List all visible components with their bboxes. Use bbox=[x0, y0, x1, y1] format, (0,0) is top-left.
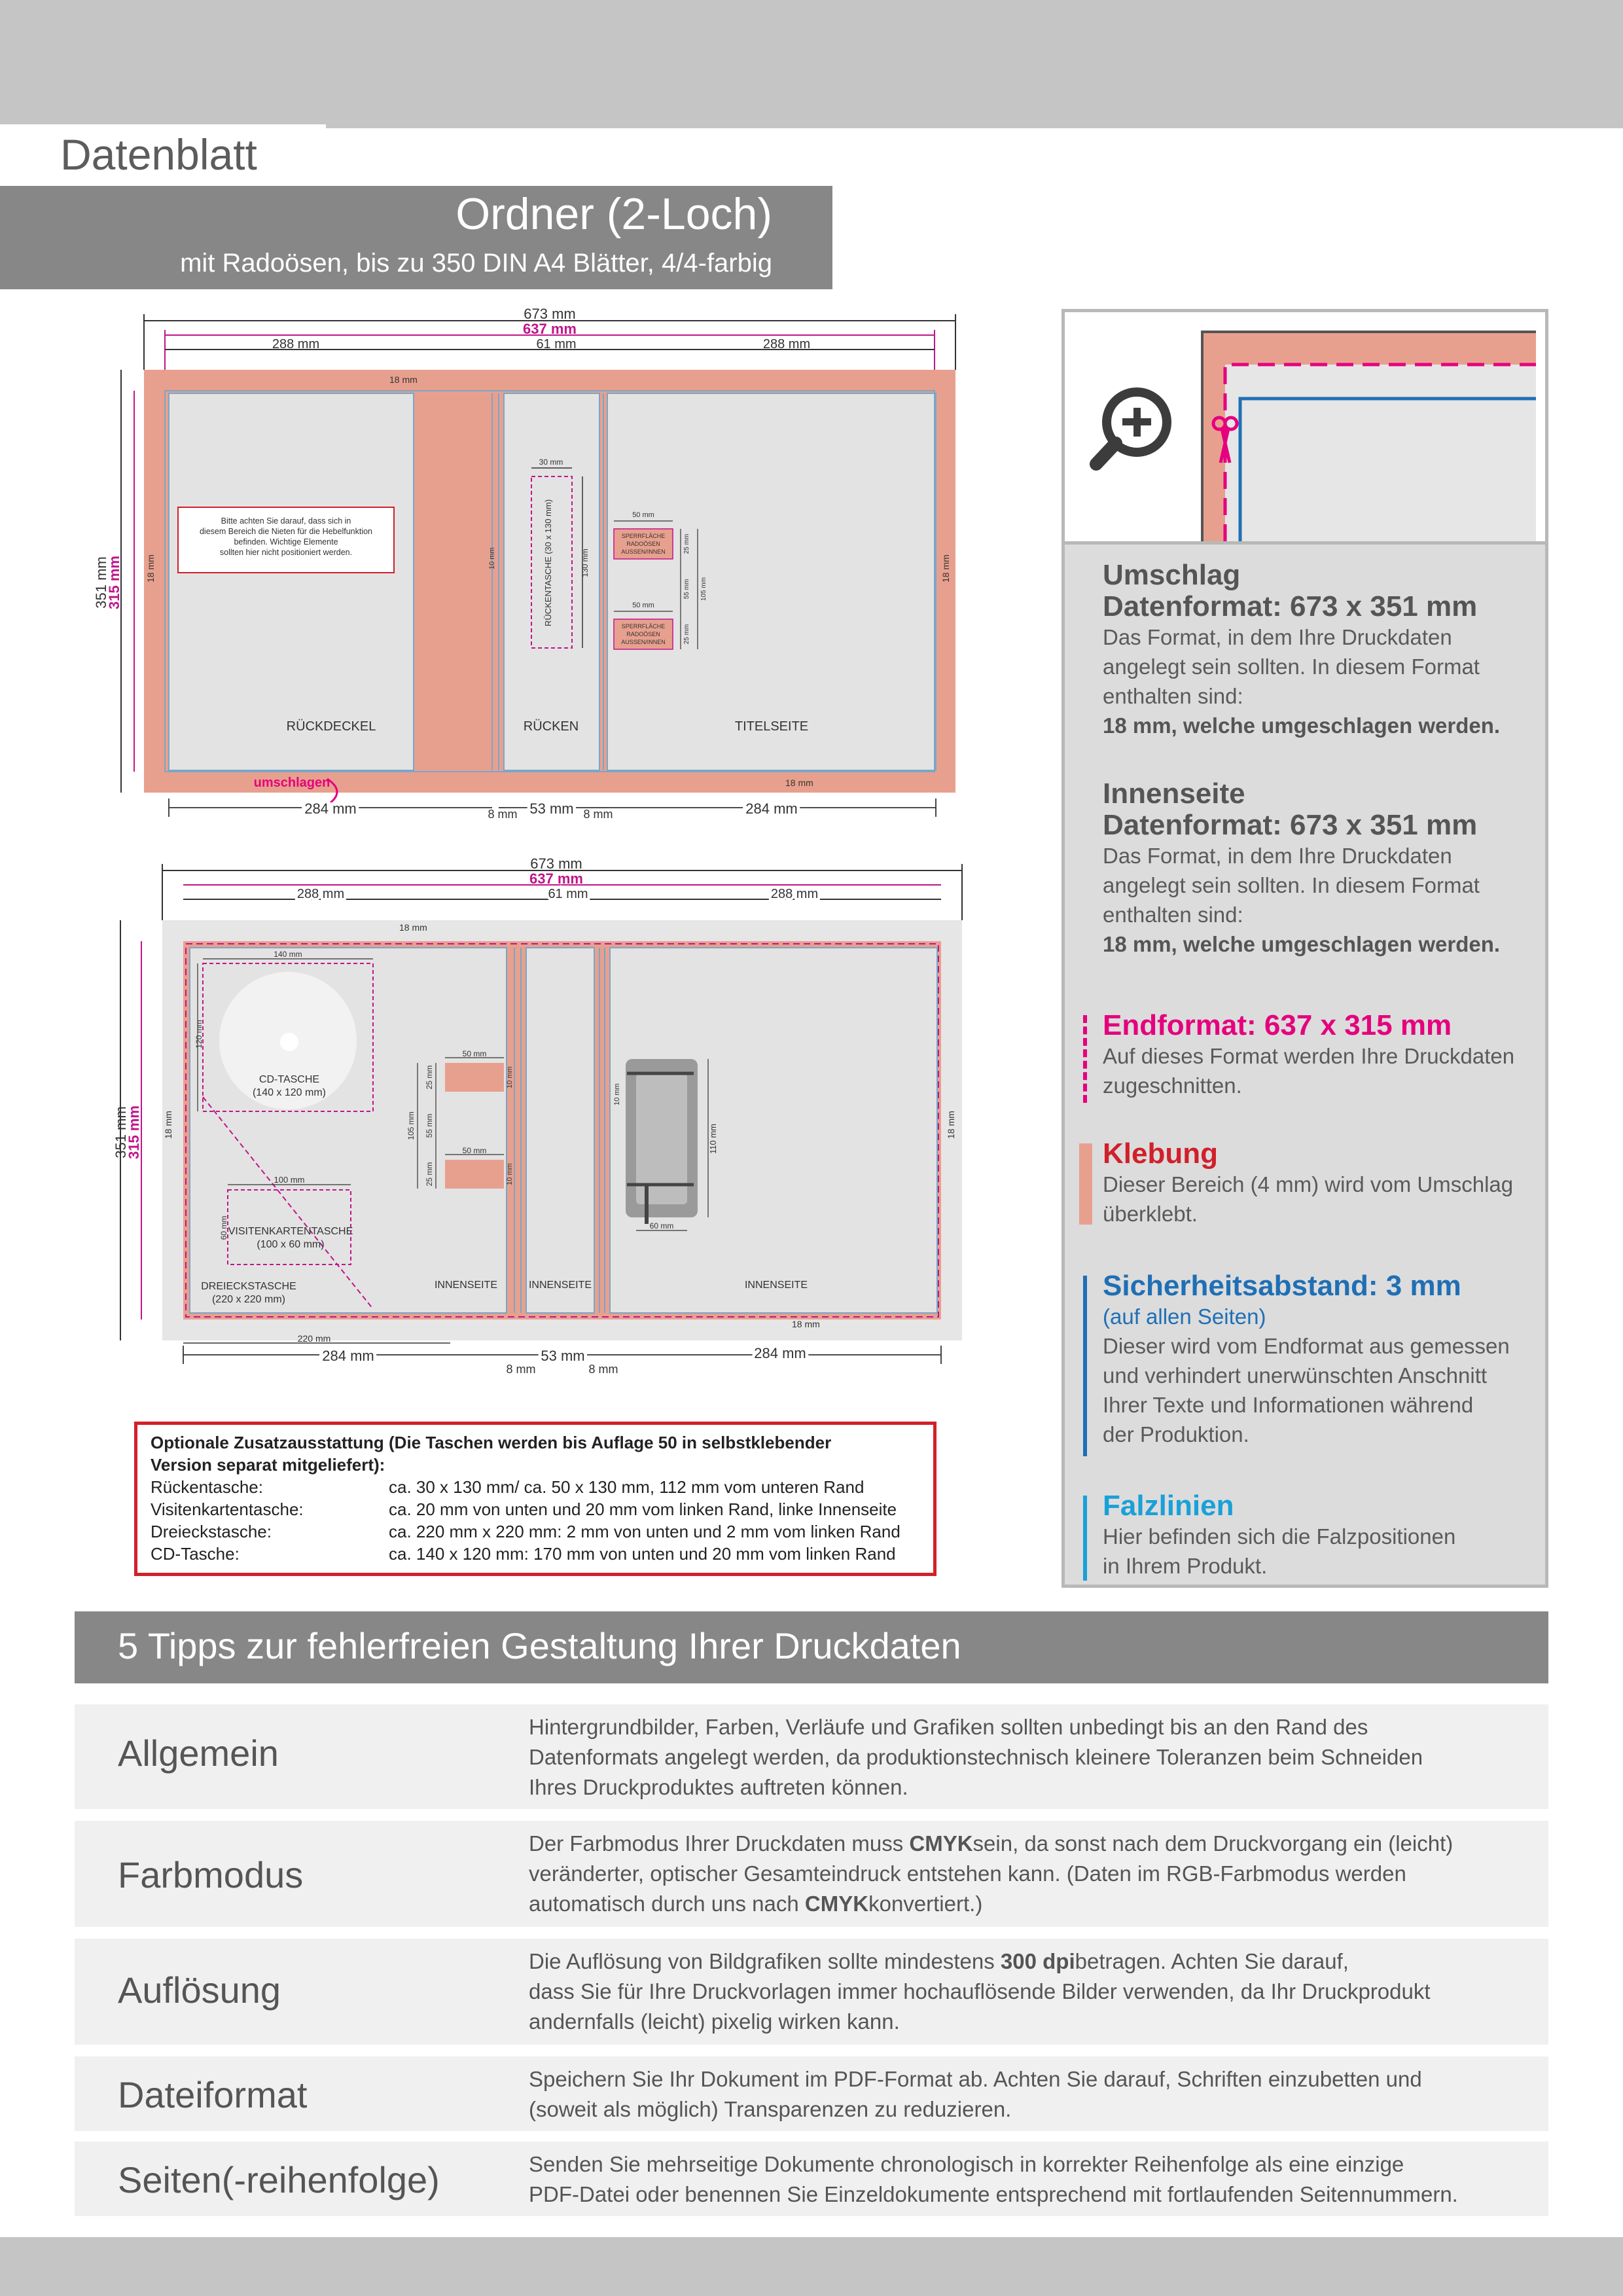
legend-panel bbox=[1061, 309, 1548, 1588]
cd-height: 120 mm bbox=[194, 1020, 204, 1049]
pocket-height: 130 mm bbox=[580, 548, 590, 577]
inside-dim-bottom-left: 284 mm bbox=[322, 1348, 374, 1364]
tip-line: Ihres Druckproduktes auftreten können. bbox=[529, 1775, 908, 1799]
innenseite-bold: 18 mm, welche umgeschlagen werden. bbox=[1103, 932, 1501, 956]
tip-segment: Der Farbmodus Ihrer Druckdaten muss bbox=[529, 1831, 910, 1856]
falz-marker bbox=[1083, 1496, 1087, 1581]
umschlag-text-1: Das Format, in dem Ihre Druckdaten bbox=[1103, 625, 1452, 649]
dim-left: 288 mm bbox=[272, 337, 320, 351]
inside-label-left: INNENSEITE bbox=[434, 1280, 498, 1291]
rivet-block-top-1: SPERRFLÄCHE bbox=[621, 533, 666, 539]
label-spine: RÜCKEN bbox=[523, 719, 579, 734]
card-label-2: (100 x 60 mm) bbox=[257, 1239, 325, 1250]
inside-block-total: 105 mm bbox=[406, 1111, 416, 1140]
datasheet-tab bbox=[0, 124, 326, 185]
tip-text bbox=[529, 2149, 1537, 2210]
options-key: Rückentasche: bbox=[151, 1477, 263, 1497]
sicherheit-sub: (auf allen Seiten) bbox=[1103, 1304, 1266, 1329]
tip-bold: CMYK bbox=[909, 1831, 973, 1856]
endformat-marker bbox=[1083, 1015, 1087, 1103]
dim-gap-right: 8 mm bbox=[583, 808, 613, 821]
legend-endformat bbox=[1103, 1010, 1528, 1100]
options-heading-1: Optionale Zusatzausstattung (Die Taschen werden bis Auflage 50 in selbstklebender bbox=[151, 1433, 832, 1452]
sicherheit-text-1: Dieser wird vom Endformat aus gemessen bbox=[1103, 1334, 1510, 1358]
datasheet-label: Datenblatt bbox=[60, 130, 257, 179]
inside-bleed-left: 18 mm bbox=[163, 1111, 173, 1139]
tip-bold: 300 dpi bbox=[1000, 1949, 1075, 1973]
cd-label-1: CD-TASCHE bbox=[259, 1074, 320, 1085]
inside-bleed-top: 18 mm bbox=[399, 922, 427, 933]
dim-spine: 61 mm bbox=[536, 337, 577, 351]
klebung-text-1: Dieser Bereich (4 mm) wird vom Umschlag bbox=[1103, 1172, 1514, 1196]
dim-bleed-top: 18 mm bbox=[389, 374, 418, 385]
card-label-1: VISITENKARTENTASCHE bbox=[228, 1226, 353, 1237]
pocket-width: 30 mm bbox=[539, 457, 563, 467]
inside-dim-bottom-spine: 53 mm bbox=[541, 1348, 585, 1364]
dim-bottom-right: 284 mm bbox=[745, 800, 798, 817]
options-row bbox=[151, 1543, 933, 1565]
tip-line: Senden Sie mehrseitige Dokumente chronologisch in korrekter Reihenfolge als eine einzige bbox=[529, 2152, 1404, 2176]
dim-total: 673 mm bbox=[524, 308, 576, 322]
inside-block-h-top: 25 mm bbox=[425, 1065, 434, 1090]
rivet-note-2: diesem Bereich die Nieten für die Hebelfunktion bbox=[199, 527, 373, 536]
umschlag-text-2: angelegt sein sollten. In diesem Format bbox=[1103, 655, 1480, 679]
inside-dim-bottom-right: 284 mm bbox=[754, 1345, 806, 1361]
rivet-note-1: Bitte achten Sie darauf, dass sich in bbox=[221, 516, 351, 526]
block-width-top: 50 mm bbox=[632, 511, 654, 519]
rivet-block-bottom-3: AUSSEN/INNEN bbox=[621, 639, 666, 645]
options-value: ca. 30 x 130 mm/ ca. 50 x 130 mm, 112 mm vom unteren Rand bbox=[389, 1477, 865, 1497]
tip-segment: konvertiert.) bbox=[868, 1892, 983, 1916]
inside-block-top bbox=[445, 1063, 504, 1092]
tip-segment: sein, da sonst nach dem Druckvorgang ein (leicht) bbox=[972, 1831, 1454, 1856]
inside-bleed-bottom: 18 mm bbox=[792, 1319, 820, 1329]
dim-right: 288 mm bbox=[762, 337, 811, 351]
options-heading-2: Version separat mitgeliefert): bbox=[151, 1455, 385, 1475]
tip-line: Hintergrundbilder, Farben, Verläufe und Grafiken sollten unbedingt bis an den Rand des bbox=[529, 1715, 1368, 1739]
tip-text bbox=[529, 1829, 1537, 1919]
umschlag-format: Datenformat: 673 x 351 mm bbox=[1103, 590, 1478, 622]
tips-heading-bar bbox=[75, 1611, 1548, 1683]
lever-margin: 10 mm bbox=[613, 1083, 621, 1105]
inside-dim-total: 673 mm bbox=[530, 857, 582, 872]
spine-pocket-label: RÜCKENTASCHE (30 x 130 mm) bbox=[543, 499, 553, 627]
inside-diagram bbox=[105, 857, 982, 1394]
tip-dateiformat bbox=[75, 2056, 1548, 2131]
dim-bottom-left: 284 mm bbox=[304, 800, 357, 817]
tip-label: Auflösung bbox=[118, 1969, 281, 2011]
innenseite-title: Innenseite bbox=[1103, 778, 1245, 810]
inside-dim-left: 288 mm bbox=[296, 887, 345, 901]
inside-dim-spine: 61 mm bbox=[548, 887, 588, 901]
inside-block-h-bottom: 25 mm bbox=[425, 1162, 434, 1187]
inside-dim-gap-left: 8 mm bbox=[506, 1363, 536, 1376]
cover-diagram bbox=[85, 308, 975, 844]
options-row bbox=[151, 1498, 933, 1520]
top-band bbox=[0, 0, 1623, 128]
dim-height: 351 mm bbox=[93, 556, 109, 609]
inside-dim-gap-right: 8 mm bbox=[588, 1363, 618, 1376]
front-panel bbox=[607, 393, 936, 770]
innenseite-text-1: Das Format, in dem Ihre Druckdaten bbox=[1103, 844, 1452, 868]
legend-innenseite bbox=[1103, 778, 1528, 959]
tip-line bbox=[529, 1946, 1537, 1977]
dim-height-end: 315 mm bbox=[106, 556, 122, 609]
page-title: Ordner (2-Loch) bbox=[455, 189, 772, 239]
rivet-note-4: sollten hier nicht positioniert werden. bbox=[219, 548, 353, 557]
rivet-block-bottom-1: SPERRFLÄCHE bbox=[621, 623, 666, 630]
options-row bbox=[151, 1476, 933, 1498]
tri-label-2: (220 x 220 mm) bbox=[211, 1294, 286, 1305]
legend-umschlag bbox=[1103, 560, 1528, 740]
tri-label-1: DREIECKSTASCHE bbox=[201, 1281, 296, 1292]
innenseite-text-3: enthalten sind: bbox=[1103, 903, 1243, 927]
tip-line: Datenformats angelegt werden, da produktionstechnisch kleinere Toleranzen beim Schneiden bbox=[529, 1745, 1423, 1769]
tip-label: Farbmodus bbox=[118, 1854, 304, 1895]
zoom-illustration bbox=[1065, 312, 1545, 545]
tip-segment: betragen. Achten Sie darauf, bbox=[1075, 1949, 1349, 1973]
rivet-block-top-3: AUSSEN/INNEN bbox=[621, 548, 666, 555]
tip-line: Speichern Sie Ihr Dokument im PDF-Format ab. Achten Sie darauf, Schriften einzubetten und bbox=[529, 2067, 1422, 2091]
dim-bottom-spine: 53 mm bbox=[529, 800, 574, 817]
endformat-text-1: Auf dieses Format werden Ihre Druckdaten bbox=[1103, 1044, 1515, 1068]
block-gap: 55 mm bbox=[683, 579, 690, 600]
endformat-text-2: zugeschnitten. bbox=[1103, 1073, 1242, 1098]
label-back: RÜCKDECKEL bbox=[286, 719, 376, 734]
tip-line bbox=[529, 1889, 1537, 1919]
cd-width: 140 mm bbox=[274, 950, 302, 959]
legend-sicherheit bbox=[1103, 1270, 1528, 1449]
block-width-bottom: 50 mm bbox=[632, 601, 654, 609]
umschlag-bold: 18 mm, welche umgeschlagen werden. bbox=[1103, 713, 1501, 738]
dim-gap-left: 8 mm bbox=[488, 808, 518, 821]
inside-block-width-bottom: 50 mm bbox=[462, 1146, 487, 1155]
inside-dim-end: 637 mm bbox=[529, 870, 583, 887]
inside-block-width-top: 50 mm bbox=[462, 1049, 487, 1058]
inside-dim-right: 288 mm bbox=[770, 887, 819, 901]
tip-text bbox=[529, 2064, 1537, 2125]
tip-bold: CMYK bbox=[804, 1892, 869, 1916]
tip-line: andernfalls (leicht) pixelig wirken kann. bbox=[529, 2009, 900, 2034]
options-key: Dreieckstasche: bbox=[151, 1522, 272, 1541]
falz-text-1: Hier befinden sich die Falzpositionen bbox=[1103, 1524, 1456, 1549]
tip-segment: Die Auflösung von Bildgrafiken sollte mindestens bbox=[529, 1949, 1001, 1973]
klebung-marker bbox=[1079, 1143, 1092, 1225]
dim-bleed-right: 18 mm bbox=[940, 554, 951, 583]
inside-margin-top: 10 mm bbox=[506, 1066, 514, 1088]
inside-dim-height-end: 315 mm bbox=[126, 1105, 142, 1159]
inside-label-right: INNENSEITE bbox=[744, 1280, 808, 1291]
umschlag-title: Umschlag bbox=[1103, 559, 1241, 591]
tips-heading: 5 Tipps zur fehlerfreien Gestaltung Ihrer Druckdaten bbox=[118, 1625, 961, 1666]
sicherheit-text-3: Ihrer Texte und Informationen während bbox=[1103, 1393, 1474, 1417]
tip-line: PDF-Datei oder benennen Sie Einzeldokumente entsprechend mit fortlaufenden Seitennummern. bbox=[529, 2182, 1458, 2206]
dim-bleed-bottom: 18 mm bbox=[785, 778, 813, 788]
label-front: TITELSEITE bbox=[734, 719, 809, 734]
legend-klebung bbox=[1103, 1138, 1528, 1229]
options-value: ca. 140 x 120 mm: 170 mm von unten und 20 mm vom linken Rand bbox=[389, 1544, 896, 1564]
tip-line: (soweit als möglich) Transparenzen zu reduzieren. bbox=[529, 2097, 1012, 2121]
tip-label: Dateiformat bbox=[118, 2074, 308, 2115]
tip-text bbox=[529, 1946, 1537, 2037]
inside-block-gap: 55 mm bbox=[425, 1113, 434, 1138]
tri-width: 220 mm bbox=[297, 1333, 331, 1344]
tip-aufloesung bbox=[75, 1939, 1548, 2045]
klebung-title: Klebung bbox=[1103, 1138, 1218, 1170]
tip-line: dass Sie für Ihre Druckvorlagen immer hochauflösende Bilder verwenden, da Ihr Druckprodukt bbox=[529, 1979, 1431, 2003]
block-total: 105 mm bbox=[700, 577, 707, 601]
page-subtitle: mit Radoösen, bis zu 350 DIN A4 Blätter, 4/4-farbig bbox=[180, 249, 772, 278]
options-row bbox=[151, 1520, 933, 1543]
inside-label-spine: INNENSEITE bbox=[528, 1280, 592, 1291]
tip-text bbox=[529, 1712, 1537, 1803]
options-value: ca. 220 mm x 220 mm: 2 mm von unten und 2 mm vom linken Rand bbox=[389, 1522, 901, 1541]
options-box bbox=[134, 1422, 936, 1576]
options-value: ca. 20 mm von unten und 20 mm vom linken Rand, linke Innenseite bbox=[389, 1499, 897, 1519]
klebung-text-2: überklebt. bbox=[1103, 1202, 1198, 1226]
fold-label: umschlagen bbox=[253, 776, 330, 790]
tip-label: Allgemein bbox=[118, 1732, 279, 1774]
innenseite-format: Datenformat: 673 x 351 mm bbox=[1103, 809, 1478, 841]
endformat-title: Endformat: 637 x 315 mm bbox=[1103, 1009, 1452, 1041]
dim-bleed-left: 18 mm bbox=[145, 554, 156, 583]
tip-farbmodus bbox=[75, 1821, 1548, 1927]
tip-line: veränderter, optischer Gesamteindruck entstehen kann. (Daten im RGB-Farbmodus werden bbox=[529, 1861, 1406, 1886]
sicherheit-text-4: der Produktion. bbox=[1103, 1422, 1249, 1446]
inside-block-bottom bbox=[445, 1160, 504, 1189]
card-height: 60 mm bbox=[219, 1215, 228, 1240]
innenseite-text-2: angelegt sein sollten. In diesem Format bbox=[1103, 873, 1480, 897]
options-key: Visitenkartentasche: bbox=[151, 1499, 304, 1519]
card-width: 100 mm bbox=[274, 1175, 305, 1185]
tip-segment: automatisch durch uns nach bbox=[529, 1892, 805, 1916]
lever-width: 60 mm bbox=[649, 1221, 674, 1230]
lever-height: 110 mm bbox=[708, 1124, 718, 1154]
bottom-band bbox=[0, 2237, 1623, 2296]
rivet-note-3: befinden. Wichtige Elemente bbox=[234, 537, 338, 547]
magnifier-plus-icon bbox=[1096, 392, 1167, 464]
title-bar bbox=[0, 186, 832, 289]
rivet-block-bottom-2: RADOÖSEN bbox=[626, 631, 660, 637]
falz-title: Falzlinien bbox=[1103, 1490, 1234, 1522]
inside-spine-panel bbox=[526, 948, 594, 1313]
inside-bleed-right: 18 mm bbox=[946, 1111, 956, 1139]
sicherheit-title: Sicherheitsabstand: 3 mm bbox=[1103, 1270, 1461, 1302]
spine-margin: 10 mm bbox=[488, 547, 496, 569]
tip-allgemein bbox=[75, 1704, 1548, 1809]
sicherheit-marker bbox=[1083, 1276, 1087, 1456]
inside-dim-height: 351 mm bbox=[113, 1106, 129, 1158]
rivet-block-top-2: RADOÖSEN bbox=[626, 541, 660, 547]
dim-end: 637 mm bbox=[523, 321, 577, 337]
sicherheit-text-2: und verhindert unerwünschten Anschnitt bbox=[1103, 1363, 1488, 1388]
umschlag-text-3: enthalten sind: bbox=[1103, 684, 1243, 708]
inside-margin-bottom: 10 mm bbox=[506, 1163, 514, 1185]
back-panel bbox=[169, 393, 414, 770]
options-key: CD-Tasche: bbox=[151, 1544, 240, 1564]
block-height-bottom: 25 mm bbox=[683, 624, 690, 645]
tip-line bbox=[529, 1829, 1537, 1859]
tip-seiten bbox=[75, 2142, 1548, 2216]
falz-text-2: in Ihrem Produkt. bbox=[1103, 1554, 1268, 1578]
tip-label: Seiten(-reihenfolge) bbox=[118, 2159, 440, 2200]
legend-falz bbox=[1103, 1490, 1528, 1581]
block-height-top: 25 mm bbox=[683, 533, 690, 554]
cd-label-2: (140 x 120 mm) bbox=[252, 1087, 327, 1098]
